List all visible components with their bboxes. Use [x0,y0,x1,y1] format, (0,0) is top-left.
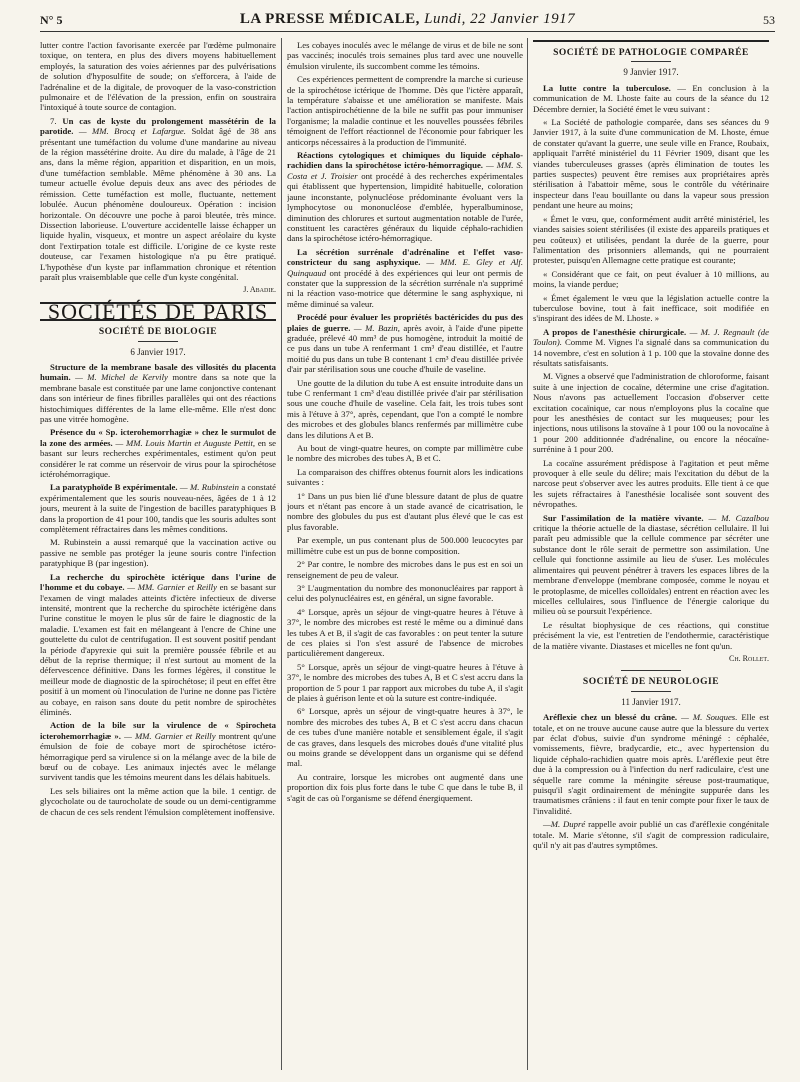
article-dupre [533,819,769,850]
article-title: La paratyphoïde B expérimentale. [50,482,178,493]
article-title: Structure de la membrane basale des villosités du placenta humain. [40,361,276,383]
list-item: 4° Lorsque, après un séjour de vingt-quatre heures à l'étuve à 37°, le nombre des microbes est resté le même ou a diminué dans les tubes A et B, il s'agit de cas favorables : on peut tenter la suture de ces plaies si l'on s'est assuré de l'absence de microbes particulièrement dangereux. [287,606,523,659]
list-item: 1° Dans un pus bien lié d'une blessure datant de plus de quatre jours et n'étant pas encore à un stade avancé de cicatrisation, le nombre des globules du pus est d'autant plus élevé que le cas est plus favorable. [287,490,523,532]
article-text: en se basant sur l'examen de vingt malades atteints d'ictère infectieux de diverse intensité, montrent que la recherche du spirochète ictérigène dans l'urine constitue le moyen le plus sûr de faire le diagnostic de la maladie. L'examen est fait en mélangeant à l'encre de Chine une gouttelette du culot de centrifugation. Il est souvent positif pendant la période d'apyrexie qui suit la première poussée fébrile et au début de la reprise thermique; il n'est surtout au moment de la défervescence définitive. Dans les formes légères, il constitue le meilleur mode de diagnostic de la spirochétose; il peut en effet être positif à un moment où l'inoculation de l'urine ne donne pas l'ictère au cobaye, en raison sans doute du petit nombre de spirochètes éliminés. [40,582,276,717]
article-title: Aréflexie chez un blessé du crâne. [543,712,678,723]
article-bile [40,720,276,782]
society-title: SOCIÉTÉ DE BIOLOGIE [98,327,218,338]
article-title: La sécrétion surrénale d'adrénaline et l'effet vaso-constricteur du sang asphyxique. [287,246,523,268]
article-paragraph: Par exemple, un pus contenant plus de 500.000 leucocytes par millimètre cube est un pus de bonne composition. [287,535,523,556]
signature: Ch. Rollet. [729,653,769,663]
article-paragraph: La cocaïne assurément prédispose à l'agitation et peut même provoquer à elle seule du délire; mais l'excitation du début de la narcose peut s'observer avec les autres produits. Elle tient à ce que les sujets réfractaires à l'anesthésie localisée sont souvent des névropathes. [533,457,769,510]
page-header [40,9,775,32]
continued-paragraph: lutter contre l'action favorisante exercée par l'œdème pulmonaire toxique, on tentera, en plus des divers moyens habituellement employés, la saturation des voies aériennes par des pulvérisations de solution d'hyposulfite de soude; on s'efforcera, à l'aide de l'adrénaline et de la digitale, de provoquer de la vaso-constriction pulmonaire et de l'élévation de la pression, enfin on soustraira l'intoxiqué à toute source de contagion. [40,40,276,113]
article-text: ont procédé à des recherches expérimentales qui établissent que hypertension, limpidité habituelle, coloration jaune inconstante, polynucléose prédominante évoluant vers la lymphocytose ou mononucléose d'emblée, hyperalbuminose, diminution des chlorures et surtout augmentation notable de l'urée, constituent les caractères généraux du liquide céphalo-rachidien dans la spirochétose ictéro-hémorragique. [287,170,523,244]
quote-paragraph: « Émet également le vœu que la législation actuelle contre la tuberculose bovine, tout à fait inefficace, soit modifiée en s'inspirant des idées de M. Lhoste. » [533,292,769,324]
column-rule [281,38,282,1070]
article-membrane [40,362,276,424]
article-authors: — M. Souques. [681,712,738,723]
article-paragraph: Les cobayes inoculés avec le mélange de virus et de bile ne sont pas vaccinés; inoculés trois semaines plus tard avec une nouvelle émulsion virulente, ils succombent comme les témoins. [287,40,523,71]
column-3 [533,40,769,1072]
article-text: montrent qu'une émulsion de foie de cobaye mort de spirochétose ictéro-hémorragique perd sa virulence si on la mélange avec de la bile de bœuf ou de cobaye. Les animaux injectés avec le mélange survivent tandis que les témoins meurent dans les délais habituels. [40,730,276,783]
list-item: 2° Par contre, le nombre des microbes dans le pus est en soi un renseignement de peu de valeur. [287,559,523,580]
column-1 [40,40,276,1072]
quote-paragraph: « Considérant que ce fait, on peut évaluer à 10 millions, au moins, la viande perdue; [533,268,769,290]
article-title: Action de la bile sur la virulence de « Spirocheta icterohemorrhagiæ ». [40,720,276,741]
article-authors: — M. J. Regnault (de Toulon). [533,326,769,348]
list-item: 3° L'augmentation du nombre des mononucléaires par rapport à celui des polynucléaires est, en général, un signe favorable. [287,582,523,604]
article-title: Réactions cytologiques et chimiques du liquide céphalo-rachidien dans la spirochétose ictéro-hémorragique. [287,150,523,171]
journal-title: LA PRESSE MÉDICALE, [239,11,420,27]
article-authors: — MM. Louis Martin et Auguste Pettit, [115,437,256,448]
article-anesthesie [533,327,769,369]
quote-paragraph: « Émet le vœu, que, conformément audit arrêté ministériel, les viandes saisies soient stérilisées (il existe des appareils pratiques et peu coûteux) et utilisées, pendant la durée de la guerre, pour l'alimentation des prisonniers allemands, qui ne pourraient protester, puisqu'en Allemagne cette pratique est courante; [533,213,769,266]
article-paratyphoide [40,482,276,534]
article-paragraph: Ces expériences permettent de comprendre la marche si curieuse de la spirochétose ictérique de l'homme. Dès que l'ictère apparaît, la température s'abaisse et une amélioration se manifeste. Mais l'action antispirochétienne de la bile ne suffit pas pour immuniser l'organisme; la maladie continue et les nouvelles poussées fébriles témoignent de l'effort réactionnel de l'économie pour fabriquer les anticorps nécessaires à la production de l'immunité. [287,74,523,147]
title-underline [631,61,671,62]
issue-number: N° 5 [40,13,63,27]
article-authors: — MM. Brocq et Lafargue. [78,126,186,137]
article-text: a constaté expérimentalement que les souris nouveau-nées, âgées de 1 à 12 jours, meurent à la suite de l'ingestion de bacilles paratyphiques B dans la proportion de 41 pour 100, tandis que les souris adultes sont complètement réfractaires dans les mêmes conditions. [40,482,276,535]
article-authors: — MM. Garnier et Reilly [124,730,216,741]
article-authors: — M. Bazin, [353,322,400,333]
society-title: SOCIÉTÉ DE PATHOLOGIE COMPARÉE [553,48,749,58]
section-title: SOCIÉTÉS DE PARIS [40,302,276,321]
article-kyste [40,116,276,283]
article-paragraph: M. Rubinstein a aussi remarqué que la vaccination active ou passive ne semble pas protéger la jeune souris contre l'infection paratyphique B (par ingestion). [40,537,276,569]
article-title: La recherche du spirochète ictérique dans l'urine de l'homme et du cobaye. [40,571,276,593]
issue-date: Lundi, 22 Janvier 1917 [424,11,576,27]
society-date: 9 Janvier 1917. [623,67,679,78]
article-paragraph: La comparaison des chiffres obtenus fournit alors les indications suivantes : [287,466,523,488]
article-authors: — M. Rubinstein [179,482,239,493]
article-authors: —M. Dupré [543,819,586,830]
article-text: en se basant sur leurs recherches expérimentales, estiment qu'on peut considérer le rat comme un réservoir de virus pour la spirochétose ictérohémorragique. [40,437,276,480]
quote-paragraph: « La Société de pathologie comparée, dans ses séances du 9 Janvier 1917, à la suite d'une communication de M. Lhoste, émue de constater qu'avant la guerre, une seule ville en France, Roubaix, appliquait l'arrêté ministériel du 11 Février 1909, disant que les viandes tuberculeuses grasses (après élimination de toutes les parties suspectes) peuvent être remises aux propriétaires après stérilisation à l'abattoir même, sous le contrôle du vétérinaire inspecteur dans l'eau bouillante ou dans la vapeur sous pression pendant une heure au moins; [533,117,769,211]
article-tuberculose [533,83,769,114]
list-item: 6° Lorsque, après un séjour de vingt-quatre heures à 37°, le nombre des microbes des tubes A, B et C s'est accru dans chacun de ces tubes d'une manière notable et sensiblement égale, il s'agit de cas graves, dans lesquels des microbes doués d'une vitalité plus ou moins grande se développent dans un organisme qui se défend mal. [287,706,523,769]
article-title: Un cas de kyste du prolongement massétérin de la parotide. [40,115,276,137]
article-title: Procédé pour évaluer les propriétés bactéricides du pus des plaies de guerre. [287,312,523,333]
article-paragraph: Une goutte de la dilution du tube A est ensuite introduite dans un tube C renfermant 1 cm³ d'eau distillée privée d'air par stérilisation sous une couche d'huile de vaseline. Cela fait, les trois tubes sont mis à l'étuve à 37°, après, cependant, que l'on a compté le nombre des microbes et des globules blancs renfermés par millimètre cube dans les dilutions A et B. [287,377,523,440]
column-rule [527,38,528,1070]
article-text: rappelle avoir publié un cas d'aréflexie congénitale totale. M. Marie s'étonne, s'il s'agit de compression radiculaire, qu'il n'y ait pas d'autres symptômes. [533,819,769,851]
item-number: 7. [50,115,57,126]
article-liquide-cephalo [287,150,523,244]
article-paragraph: Le résultat biophysique de ces réactions, qui constitue précisément la vie, est l'entretien de l'endothermie, caractéristique de la matière vivante. Diastases et micelles ne font qu'un. [533,619,769,651]
article-urine [40,572,276,718]
article-text: Comme M. Vignes l'a signalé dans sa communication du 14 novembre, c'est en solution à 1 p. 100 que la stovaïne donne des résultats satisfaisants. [533,337,769,368]
article-pus [287,312,523,374]
article-text: Elle est totale, et on ne trouve aucune cause autre que la blessure du vertex par éclat d'obus, suivie d'un syndrome méningé : céphalée, vomissements, fièvre, bradycardie, etc., avec hypertension du liquide céphalo-rachidien quatre mois après. L'aréflexie peut être due à la compression ou à l'infection du nerf radiculaire, c'est une séquelle rare comme la méningite séreuse post-traumatique, puisqu'il s'agit ordinairement de méningite suppurée dans les traumatismes crâniens : il faut en tenir compte pour fixer le taux de l'invalidité. [533,712,769,816]
article-text: montre dans sa note que la membrane basale est constituée par une lame conjonctive contenant dans son intérieur de fines fibrilles parallèles qui ont des réactions histochimiques différentes de la lame elle-même. Elle n'est donc pas une vitrée homogène. [40,372,276,424]
article-authors: — M. Michel de Kervily [75,372,168,383]
signature: J. Abadie. [243,285,276,295]
article-text: critique la théorie actuelle de la diastase, sécrétion cellulaire. Il lui paraît peu admissible que la cellule commence par sécréter une substance dont le rôle serait de permettre son assimilation. Une cellule qui fonctionne assimile au lieu de s'user. Les molécules alimentaires qui peuvent pénétrer à travers les espaces libres de la membrane d'enveloppe (membrane composée, comme le noyau et le protoplasme, de micelles colloïdales) entrent en réaction avec les micelles cellulaires, sous l'influence de l'énergie calorique du milieu où se poursuit l'expérience. [533,523,769,617]
article-spirochete-rat [40,427,276,479]
article-authors: — M. Cazalbou [708,512,769,523]
article-paragraph: M. Vignes a observé que l'administration de chloroforme, faisant suite à une injection de cocaïne, détermine une crise d'agitation. Nous n'avons pas actuellement l'occasion d'observer cette excitation cocaïnique, car nous n'employons plus la cocaïne que pour les anesthésies de contact sur les muqueuses; pour les injections, nous utilisons la stovaïne à 1 pour 100 ou la novocaïne à 1 pour 200 additionnée d'adrénaline, ou encore la néocaïne-surrénine à 1 pour 200. [533,371,769,455]
article-text: Soldat âgé de 38 ans présentant une tuméfaction du volume d'une mandarine au niveau de la région massétérine droite. Au dire du malade, à l'âge de 21 ans, dans la même région, apparition et disparition, en un mois, d'une tuméfaction semblable. Même phénomène à 30 ans. La tumeur actuelle évolue depuis deux ans avec des périodes de rémission. Cette tuméfaction est molle, fluctuante, nettement lobulée. Aucun phénomène douloureux. Opération : incision horizontale. On découvre une poche à paroi bleutée, très mince. Dissection laborieuse. L'ouverture accidentelle laisse échapper un liquide hyalin, visqueux, et montre un aspect aréolaire du kyste dont l'extirpation totale est difficile. L'origine de ce kyste reste douteuse, car l'examen histologique n'a pu être pratiqué. L'hypothèse d'un kyste par inflammation chronique et rétention paraît plus vraisemblable que celle d'un kyste congénital. [40,126,276,282]
masthead [40,11,775,28]
article-authors: — MM. S. Costa et J. Troisier [287,160,523,181]
list-item: 5° Lorsque, après un séjour de vingt-quatre heures à l'étuve à 37°, le nombre des microbes des tubes A, B et C s'est accru dans la proportion de 5 pour 1 par rapport aux microbes du tube A, il s'agit de plaies à guérison lente et où la suture est contre-indiquée. [287,661,523,703]
article-paragraph: Au contraire, lorsque les microbes ont augmenté dans une proportion dix fois plus forte dans le tube C que dans le tube B, il s'agit de cas où l'organisme se défend énergiquement. [287,771,523,803]
society-title: SOCIÉTÉ DE NEUROLOGIE [582,677,720,688]
top-rule [533,40,769,42]
section-divider [621,670,681,671]
title-underline [138,341,178,342]
society-date: 11 Janvier 1917. [621,696,681,707]
society-date: 6 Janvier 1917. [130,346,186,357]
article-title: Présence du « Sp. icterohemorrhagiæ » chez le surmulot de la zone des armées. [40,427,276,448]
article-text: après avoir, à l'aide d'une pipette graduée, prélevé 40 mm³ de pus homogène, introduit la moitié de ce pus dans un tube A renfermant 1 cm³ d'eau distillée, et l'autre moitié du pus dans un tube B contenant 1 cm³ d'eau distillée privée d'air par stérilisation sous une couche d'huile de vaseline. [287,322,523,375]
article-assimilation [533,513,769,617]
article-authors: — MM. Garnier et Reilly [127,582,217,593]
title-underline [631,691,671,692]
article-adrenaline [287,247,523,309]
article-title: Sur l'assimilation de la matière vivante. [543,512,704,523]
article-areflexie [533,712,769,816]
article-paragraph: Au bout de vingt-quatre heures, on compte par millimètre cube le nombre des microbes des tubes A, B et C. [287,443,523,464]
article-text: ont procédé à des expériences qui leur ont permis de constater que la suppression de la sécrétion surrénale n'a supprimé ni la réaction vaso-motrice que détermine le sang asphyxique, ni même diminué sa valeur. [287,267,523,309]
article-title: La lutte contre la tuberculose. [543,82,671,93]
article-text: — En conclusion à la communication de M. Lhoste faite au cours de la séance du 12 Décembre dernier, la Société émet le vœu suivant : [533,82,769,114]
page-number: 53 [763,13,775,27]
article-title: A propos de l'anesthésie chirurgicale. [543,326,687,337]
article-authors: — MM. E. Gley et Alf. Quinquaud [287,257,523,278]
column-2 [287,40,523,1072]
article-paragraph: Les sels biliaires ont la même action que la bile. 1 centigr. de glycocholate ou de taurocholate de soude ou un demi-centigramme de chacun de ces sels rendent l'émulsion complètement inoffensive. [40,785,276,817]
